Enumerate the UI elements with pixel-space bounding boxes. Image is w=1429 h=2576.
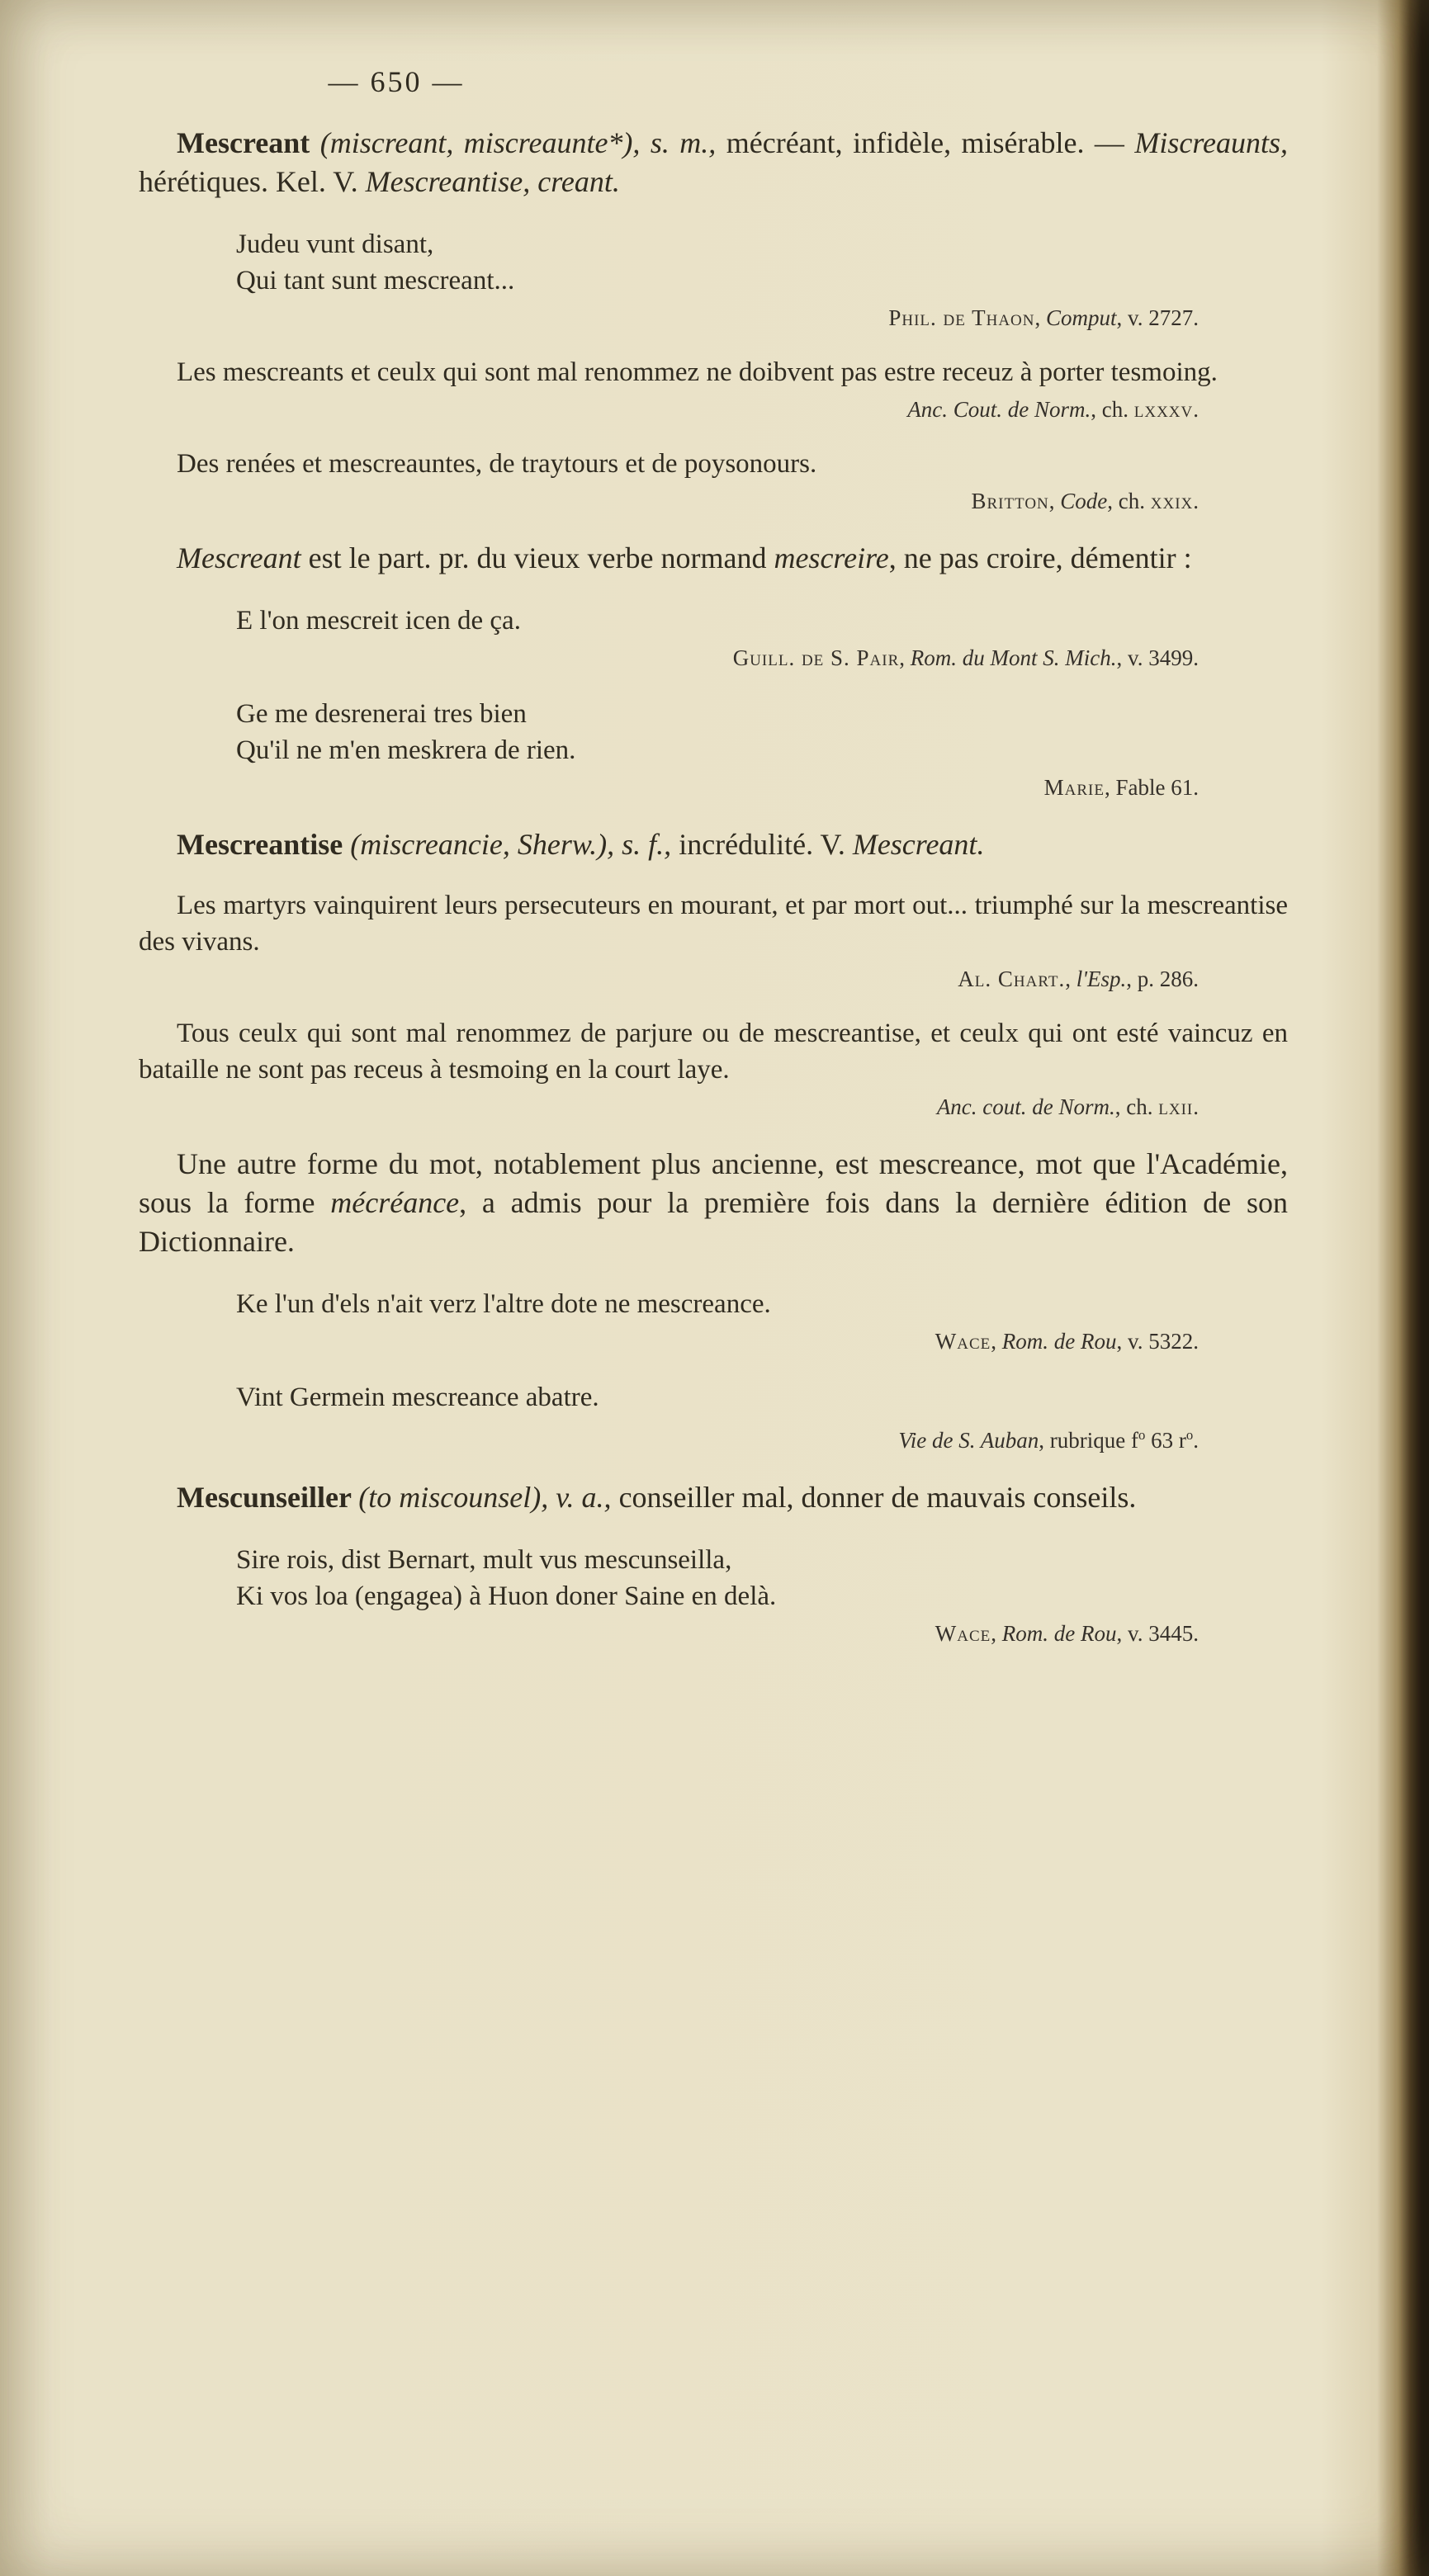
text-segment: Anc. Cout. de Norm. xyxy=(907,397,1091,422)
verse-line: Ke l'un d'els n'ait verz l'altre dote ne mescreance. xyxy=(236,1289,771,1319)
text-segment: , ch. xyxy=(1114,1094,1159,1119)
text-segment: Rom. de Rou xyxy=(1001,1329,1117,1354)
text-segment: Al. Chart. xyxy=(958,967,1066,991)
text-segment: Guill. de S. Pair xyxy=(732,645,900,670)
text-segment: , xyxy=(1048,489,1061,513)
text-segment: incrédulité. V. xyxy=(679,828,853,861)
text-segment: Les mescreants et ceulx qui sont mal renommez ne doibvent pas estre receuz à porter tesmoing. xyxy=(177,357,1218,387)
citation xyxy=(139,1621,1199,1647)
text-segment: Mescreant xyxy=(177,126,320,159)
text-segment: lxxxv xyxy=(1133,397,1194,422)
text-segment: Rom. du Mont S. Mich. xyxy=(910,645,1117,670)
text-segment: Marie xyxy=(1043,775,1105,800)
verse-quote xyxy=(236,226,1288,299)
text-segment: mécréant, infidèle, misérable. — xyxy=(726,126,1135,159)
text-segment: , v. 2727. xyxy=(1116,305,1199,330)
text-segment: Une autre forme du mot, notablement plus ancienne, est mescreance, mot que l'Académie, sous la forme xyxy=(139,1147,1288,1219)
citation xyxy=(139,1329,1199,1354)
verse-line: Ki vos loa (engagea) à Huon doner Saine en delà. xyxy=(236,1581,777,1611)
verse-line: E l'on mescreit icen de ça. xyxy=(236,606,521,636)
text-segment: , v. 5322. xyxy=(1116,1329,1199,1354)
text-segment: Tous ceulx qui sont mal renommez de parjure ou de mescreantise, et ceulx qui ont esté vaincuz en bataille ne sont pas receus à tesmoing en la court laye. xyxy=(139,1019,1288,1085)
text-segment: , xyxy=(991,1621,1002,1646)
verse-quote xyxy=(236,1286,1288,1322)
citation xyxy=(139,489,1199,514)
citation xyxy=(139,305,1199,331)
text-segment: hérétiques. Kel. V. xyxy=(139,165,366,198)
text-segment: o xyxy=(1138,1427,1146,1443)
citation xyxy=(139,967,1199,992)
citation xyxy=(139,397,1199,423)
text-segment: l'Esp. xyxy=(1076,967,1127,991)
text-segment: , ch. xyxy=(1091,397,1134,422)
text-segment: Mescreant xyxy=(177,541,301,574)
text-segment: Les martyrs vainquirent leurs persecuteurs en mourant, et par mort out... triumphé sur la mescreantise des vivans. xyxy=(139,891,1288,957)
prose-quote xyxy=(139,1015,1288,1088)
prose-quote xyxy=(139,887,1288,960)
text-segment: o xyxy=(1185,1427,1194,1443)
text-segment: , xyxy=(1034,305,1046,330)
text-segment: Wace xyxy=(935,1329,991,1354)
text-segment: Phil. de Thaon xyxy=(888,305,1035,330)
verse-quote xyxy=(236,1542,1288,1614)
verse-quote xyxy=(236,603,1288,639)
text-segment: , a admis pour la première fois dans la dernière édition de son Dictionnaire. xyxy=(139,1186,1288,1258)
text-segment: Wace xyxy=(935,1621,991,1646)
text-segment: . xyxy=(1193,1094,1199,1119)
text-segment: lxii xyxy=(1158,1094,1194,1119)
definition-paragraph xyxy=(139,539,1288,578)
text-segment: Vie de S. Auban xyxy=(898,1428,1039,1453)
verse-line: Vint Germein mescreance abatre. xyxy=(236,1383,599,1412)
text-segment: , xyxy=(899,645,911,670)
verse-quote xyxy=(236,1379,1288,1416)
page-number: — 650 — xyxy=(328,65,465,98)
citation xyxy=(139,645,1199,671)
text-segment: (miscreancie, Sherw.), s. f., xyxy=(350,828,679,861)
definition-paragraph xyxy=(139,1145,1288,1261)
text-segment: . xyxy=(1193,397,1199,422)
text-segment: , rubrique f xyxy=(1039,1428,1138,1453)
citation xyxy=(139,1422,1199,1453)
text-segment: , xyxy=(991,1329,1002,1354)
text-segment: Rom. de Rou xyxy=(1001,1621,1117,1646)
entry-mescunseiller xyxy=(139,1478,1288,1517)
text-segment: mescreire xyxy=(774,541,889,574)
text-segment: , v. 3499. xyxy=(1116,645,1199,670)
text-segment: Anc. cout. de Norm. xyxy=(936,1094,1115,1119)
text-segment: Code xyxy=(1060,489,1108,513)
text-segment: 63 r xyxy=(1145,1428,1186,1453)
verse-quote xyxy=(236,696,1288,768)
text-segment: Des renées et mescreauntes, de traytours et de poysonours. xyxy=(177,449,817,479)
entry-mescreant xyxy=(139,124,1288,201)
prose-quote xyxy=(139,446,1288,482)
entry-mescreantise xyxy=(139,825,1288,864)
text-segment: Comput xyxy=(1045,305,1117,330)
citation xyxy=(139,775,1199,801)
text-segment: Mescreantise xyxy=(177,828,351,861)
text-segment: , v. 3445. xyxy=(1116,1621,1199,1646)
text-segment: . xyxy=(1193,489,1199,513)
text-segment: (miscreant, miscreaunte*), s. m., xyxy=(319,126,726,159)
text-segment: . xyxy=(1193,1428,1199,1453)
text-segment: , p. 286. xyxy=(1126,967,1199,991)
prose-quote xyxy=(139,354,1288,390)
text-segment: , Fable 61. xyxy=(1105,775,1199,800)
text-segment: Mescreant. xyxy=(852,828,985,861)
text-block xyxy=(139,124,1288,1647)
text-segment: , ne pas croire, démentir : xyxy=(888,541,1192,574)
text-segment: Mescunseiller xyxy=(177,1481,359,1514)
verse-line: Ge me desrenerai tres bien xyxy=(236,699,527,729)
text-segment: , ch. xyxy=(1107,489,1151,513)
text-segment: conseiller mal, donner de mauvais conseils. xyxy=(618,1481,1137,1514)
text-segment: Mescreantise, creant. xyxy=(365,165,620,198)
text-segment: mécréance xyxy=(330,1186,460,1219)
text-segment: Miscreaunts, xyxy=(1134,126,1289,159)
verse-line: Qui tant sunt mescreant... xyxy=(236,266,515,295)
text-segment: , xyxy=(1065,967,1076,991)
verse-line: Judeu vunt disant, xyxy=(236,229,434,259)
text-segment: xxix xyxy=(1150,489,1194,513)
verse-line: Qu'il ne m'en meskrera de rien. xyxy=(236,735,576,765)
text-segment: (to miscounsel), v. a., xyxy=(358,1481,619,1514)
text-segment: est le part. pr. du vieux verbe normand xyxy=(300,541,774,574)
text-segment: Britton xyxy=(971,489,1049,513)
verse-line: Sire rois, dist Bernart, mult vus mescunseilla, xyxy=(236,1545,732,1575)
citation xyxy=(139,1094,1199,1120)
